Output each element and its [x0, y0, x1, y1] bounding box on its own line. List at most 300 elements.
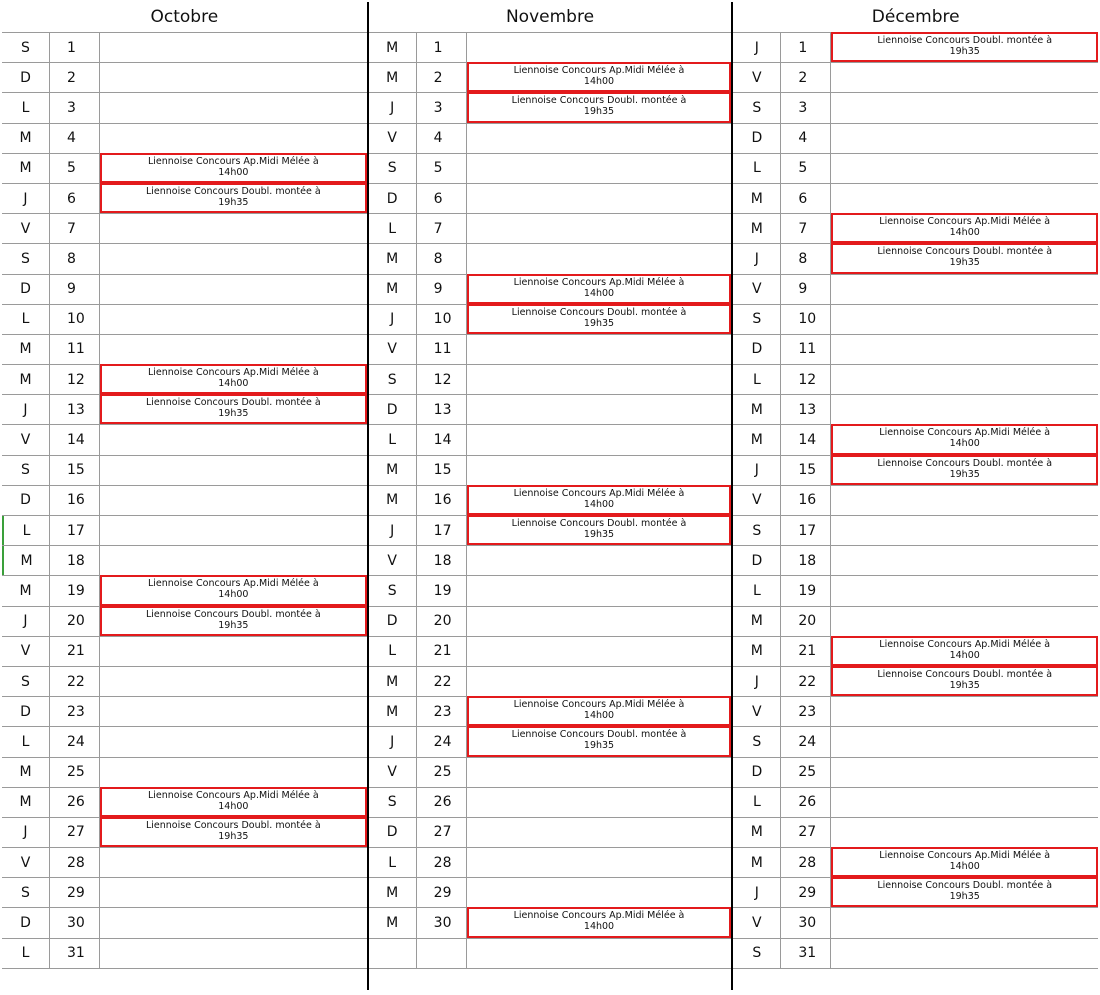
empty-event-cell[interactable]: [831, 727, 1098, 756]
event-cell[interactable]: [831, 666, 1098, 696]
date-cell[interactable]: 26: [50, 788, 100, 817]
date-cell[interactable]: 23: [50, 697, 100, 726]
weekday-cell[interactable]: S: [733, 305, 781, 334]
day-row: [733, 788, 1098, 818]
weekday-cell[interactable]: S: [733, 93, 781, 122]
day-row: [733, 758, 1098, 788]
date-cell[interactable]: 21: [50, 637, 100, 666]
empty-event-cell[interactable]: [831, 335, 1098, 364]
day-row: [2, 939, 367, 969]
date-cell[interactable]: 2: [50, 63, 100, 92]
empty-event-cell[interactable]: [831, 93, 1098, 122]
weekday-cell[interactable]: J: [2, 607, 50, 636]
weekday-cell[interactable]: D: [369, 607, 417, 636]
date-cell[interactable]: 1: [781, 33, 831, 62]
date-cell[interactable]: 9: [781, 275, 831, 304]
weekday-cell[interactable]: M: [733, 637, 781, 666]
date-cell[interactable]: 12: [781, 365, 831, 394]
date-cell[interactable]: 23: [417, 697, 467, 726]
empty-event-cell[interactable]: [100, 758, 367, 787]
empty-event-cell[interactable]: [100, 939, 367, 968]
event-cell[interactable]: [831, 213, 1098, 243]
event-cell[interactable]: [100, 364, 367, 394]
weekday-cell[interactable]: S: [2, 244, 50, 273]
date-cell[interactable]: 10: [781, 305, 831, 334]
date-cell[interactable]: 14: [417, 425, 467, 454]
date-cell[interactable]: 2: [417, 63, 467, 92]
date-cell[interactable]: 7: [50, 214, 100, 243]
date-cell[interactable]: 15: [781, 456, 831, 485]
weekday-cell[interactable]: M: [369, 456, 417, 485]
date-cell[interactable]: 16: [417, 486, 467, 515]
weekday-cell[interactable]: J: [2, 818, 50, 847]
empty-event-cell[interactable]: [831, 607, 1098, 636]
weekday-cell[interactable]: M: [369, 667, 417, 696]
date-cell[interactable]: 30: [50, 908, 100, 937]
empty-event-cell[interactable]: [467, 758, 732, 787]
weekday-cell[interactable]: S: [733, 939, 781, 968]
date-cell[interactable]: 4: [781, 124, 831, 153]
day-row: [733, 667, 1098, 697]
weekday-cell[interactable]: M: [2, 788, 50, 817]
month-column: [731, 2, 1098, 990]
weekday-cell[interactable]: L: [369, 637, 417, 666]
date-cell[interactable]: 17: [50, 516, 100, 545]
event-cell[interactable]: [831, 243, 1098, 273]
weekday-cell[interactable]: D: [733, 758, 781, 787]
date-cell[interactable]: 4: [50, 124, 100, 153]
empty-event-cell[interactable]: [467, 244, 732, 273]
empty-event-cell[interactable]: [831, 697, 1098, 726]
weekday-cell[interactable]: V: [369, 335, 417, 364]
empty-event-cell[interactable]: [831, 124, 1098, 153]
weekday-cell[interactable]: D: [733, 335, 781, 364]
weekday-cell[interactable]: J: [369, 727, 417, 756]
empty-event-cell[interactable]: [100, 516, 367, 545]
weekday-cell[interactable]: V: [733, 63, 781, 92]
empty-event-cell[interactable]: [100, 275, 367, 304]
date-cell[interactable]: 20: [781, 607, 831, 636]
weekday-cell[interactable]: J: [2, 395, 50, 424]
empty-event-cell[interactable]: [100, 546, 367, 575]
date-cell[interactable]: 25: [50, 758, 100, 787]
date-cell[interactable]: 16: [781, 486, 831, 515]
weekday-cell[interactable]: M: [733, 607, 781, 636]
weekday-cell[interactable]: S: [733, 516, 781, 545]
empty-event-cell[interactable]: [831, 788, 1098, 817]
weekday-cell[interactable]: V: [2, 214, 50, 243]
empty-event-cell[interactable]: [100, 63, 367, 92]
weekday-cell[interactable]: V: [369, 124, 417, 153]
empty-event-cell[interactable]: [831, 154, 1098, 183]
weekday-cell[interactable]: D: [369, 184, 417, 213]
day-row: [733, 214, 1098, 244]
weekday-cell[interactable]: D: [733, 124, 781, 153]
empty-event-cell[interactable]: [467, 848, 732, 877]
date-cell[interactable]: 21: [417, 637, 467, 666]
date-cell[interactable]: 3: [417, 93, 467, 122]
weekday-cell[interactable]: M: [2, 576, 50, 605]
empty-event-cell[interactable]: [100, 335, 367, 364]
weekday-cell[interactable]: D: [2, 275, 50, 304]
weekday-cell[interactable]: J: [369, 516, 417, 545]
date-cell[interactable]: 30: [781, 908, 831, 937]
date-cell[interactable]: 26: [417, 788, 467, 817]
weekday-cell[interactable]: D: [2, 63, 50, 92]
weekday-cell[interactable]: M: [733, 818, 781, 847]
empty-event-cell[interactable]: [831, 908, 1098, 937]
date-cell[interactable]: 24: [50, 727, 100, 756]
empty-event-cell[interactable]: [831, 758, 1098, 787]
empty-event-cell[interactable]: [467, 214, 732, 243]
event-cell[interactable]: [100, 575, 367, 605]
event-cell[interactable]: [100, 787, 367, 817]
empty-event-cell[interactable]: [100, 908, 367, 937]
weekday-cell[interactable]: L: [2, 516, 50, 545]
empty-event-cell[interactable]: [100, 848, 367, 877]
empty-event-cell[interactable]: [100, 305, 367, 334]
weekday-cell[interactable]: D: [2, 908, 50, 937]
weekday-cell[interactable]: M: [369, 697, 417, 726]
day-row: [369, 667, 732, 697]
event-cell[interactable]: [831, 847, 1098, 877]
empty-event-cell[interactable]: [467, 939, 732, 968]
event-cell[interactable]: [467, 304, 732, 334]
date-cell[interactable]: 7: [417, 214, 467, 243]
weekday-cell[interactable]: M: [733, 395, 781, 424]
weekday-cell[interactable]: L: [369, 425, 417, 454]
event-cell[interactable]: [100, 606, 367, 636]
date-cell[interactable]: 6: [50, 184, 100, 213]
date-cell[interactable]: 29: [417, 878, 467, 907]
event-cell[interactable]: [100, 183, 367, 213]
empty-event-cell[interactable]: [467, 365, 732, 394]
date-cell[interactable]: 14: [50, 425, 100, 454]
weekday-cell[interactable]: M: [2, 154, 50, 183]
date-cell[interactable]: 8: [417, 244, 467, 273]
event-cell[interactable]: [100, 394, 367, 424]
weekday-cell[interactable]: M: [369, 63, 417, 92]
empty-event-cell[interactable]: [100, 244, 367, 273]
weekday-cell[interactable]: J: [369, 93, 417, 122]
date-cell[interactable]: 9: [417, 275, 467, 304]
event-cell[interactable]: [467, 274, 732, 304]
weekday-cell[interactable]: V: [369, 546, 417, 575]
weekday-cell[interactable]: M: [2, 124, 50, 153]
date-cell[interactable]: 3: [50, 93, 100, 122]
weekday-cell[interactable]: M: [733, 425, 781, 454]
date-cell[interactable]: 30: [417, 908, 467, 937]
weekday-cell[interactable]: J: [733, 244, 781, 273]
event-cell[interactable]: [831, 424, 1098, 454]
date-cell[interactable]: 5: [781, 154, 831, 183]
empty-event-cell[interactable]: [100, 425, 367, 454]
date-cell[interactable]: 11: [50, 335, 100, 364]
weekday-cell[interactable]: S: [2, 33, 50, 62]
empty-event-cell[interactable]: [831, 63, 1098, 92]
empty-event-cell[interactable]: [467, 878, 732, 907]
event-cell[interactable]: [831, 32, 1098, 62]
empty-event-cell[interactable]: [100, 697, 367, 726]
date-cell[interactable]: 13: [50, 395, 100, 424]
event-label: Liennoise Concours Doubl. montée à 19h35: [877, 246, 1053, 269]
empty-event-cell[interactable]: [831, 395, 1098, 424]
weekday-cell[interactable]: S: [733, 727, 781, 756]
empty-event-cell[interactable]: [831, 576, 1098, 605]
date-cell[interactable]: 18: [417, 546, 467, 575]
weekday-cell[interactable]: L: [733, 154, 781, 183]
date-cell[interactable]: 28: [781, 848, 831, 877]
weekday-cell[interactable]: J: [733, 878, 781, 907]
date-cell[interactable]: 4: [417, 124, 467, 153]
empty-event-cell[interactable]: [100, 93, 367, 122]
date-cell[interactable]: 31: [781, 939, 831, 968]
date-cell[interactable]: 10: [50, 305, 100, 334]
date-cell[interactable]: 3: [781, 93, 831, 122]
date-cell[interactable]: 28: [50, 848, 100, 877]
weekday-cell[interactable]: S: [2, 667, 50, 696]
date-cell[interactable]: 25: [417, 758, 467, 787]
date-cell[interactable]: 6: [417, 184, 467, 213]
date-cell[interactable]: 22: [417, 667, 467, 696]
weekday-cell[interactable]: J: [733, 33, 781, 62]
weekday-cell[interactable]: S: [369, 788, 417, 817]
date-cell[interactable]: 24: [417, 727, 467, 756]
date-cell[interactable]: 5: [417, 154, 467, 183]
event-cell[interactable]: [467, 62, 732, 92]
date-cell[interactable]: 23: [781, 697, 831, 726]
date-cell[interactable]: 15: [50, 456, 100, 485]
empty-event-cell[interactable]: [100, 878, 367, 907]
weekday-cell[interactable]: L: [2, 93, 50, 122]
empty-event-cell[interactable]: [100, 667, 367, 696]
date-cell[interactable]: 27: [417, 818, 467, 847]
date-cell[interactable]: 21: [781, 637, 831, 666]
day-row: [733, 908, 1098, 938]
day-row: [2, 305, 367, 335]
weekday-cell[interactable]: D: [369, 395, 417, 424]
empty-event-cell[interactable]: [100, 124, 367, 153]
date-cell[interactable]: 15: [417, 456, 467, 485]
date-cell[interactable]: 7: [781, 214, 831, 243]
weekday-cell[interactable]: M: [733, 848, 781, 877]
event-cell[interactable]: [467, 485, 732, 515]
weekday-cell[interactable]: V: [733, 486, 781, 515]
weekday-cell[interactable]: D: [733, 546, 781, 575]
weekday-cell[interactable]: J: [733, 667, 781, 696]
event-cell[interactable]: [831, 877, 1098, 907]
weekday-cell[interactable]: V: [733, 275, 781, 304]
weekday-cell[interactable]: D: [2, 486, 50, 515]
weekday-cell[interactable]: S: [2, 456, 50, 485]
event-cell[interactable]: [100, 153, 367, 183]
event-cell[interactable]: [831, 455, 1098, 485]
empty-event-cell[interactable]: [467, 788, 732, 817]
day-row: [2, 184, 367, 214]
date-cell[interactable]: 13: [417, 395, 467, 424]
weekday-cell[interactable]: L: [2, 727, 50, 756]
empty-event-cell[interactable]: [467, 546, 732, 575]
weekday-cell[interactable]: L: [369, 214, 417, 243]
weekday-cell[interactable]: D: [2, 697, 50, 726]
empty-event-cell[interactable]: [100, 486, 367, 515]
empty-event-cell[interactable]: [467, 184, 732, 213]
date-cell[interactable]: 18: [781, 546, 831, 575]
date-cell[interactable]: 20: [50, 607, 100, 636]
weekday-cell[interactable]: [369, 939, 417, 968]
empty-event-cell[interactable]: [467, 576, 732, 605]
weekday-cell[interactable]: V: [2, 848, 50, 877]
date-cell[interactable]: 22: [50, 667, 100, 696]
date-cell[interactable]: 22: [781, 667, 831, 696]
empty-event-cell[interactable]: [467, 154, 732, 183]
weekday-cell[interactable]: L: [2, 305, 50, 334]
empty-event-cell[interactable]: [467, 818, 732, 847]
empty-event-cell[interactable]: [831, 275, 1098, 304]
date-cell[interactable]: 13: [781, 395, 831, 424]
empty-event-cell[interactable]: [831, 516, 1098, 545]
weekday-cell[interactable]: M: [2, 365, 50, 394]
date-cell[interactable]: 27: [50, 818, 100, 847]
empty-event-cell[interactable]: [100, 214, 367, 243]
date-cell[interactable]: 19: [50, 576, 100, 605]
day-row: [733, 939, 1098, 969]
empty-event-cell[interactable]: [467, 124, 732, 153]
empty-event-cell[interactable]: [100, 727, 367, 756]
weekday-cell[interactable]: V: [733, 908, 781, 937]
empty-event-cell[interactable]: [100, 637, 367, 666]
date-cell[interactable]: 19: [781, 576, 831, 605]
weekday-cell[interactable]: L: [369, 848, 417, 877]
day-row: [733, 456, 1098, 486]
date-cell[interactable]: 17: [417, 516, 467, 545]
weekday-cell[interactable]: V: [2, 637, 50, 666]
day-row: [733, 335, 1098, 365]
date-cell[interactable]: 5: [50, 154, 100, 183]
weekday-cell[interactable]: M: [733, 184, 781, 213]
date-cell[interactable]: 29: [50, 878, 100, 907]
weekday-cell[interactable]: M: [2, 335, 50, 364]
weekday-cell[interactable]: M: [369, 486, 417, 515]
date-cell[interactable]: 8: [781, 244, 831, 273]
date-cell[interactable]: 24: [781, 727, 831, 756]
day-row: [733, 33, 1098, 63]
event-cell[interactable]: [467, 515, 732, 545]
event-cell[interactable]: [467, 696, 732, 726]
weekday-cell[interactable]: V: [2, 425, 50, 454]
date-cell[interactable]: 11: [417, 335, 467, 364]
date-cell[interactable]: 26: [781, 788, 831, 817]
date-cell[interactable]: 12: [417, 365, 467, 394]
date-cell[interactable]: 8: [50, 244, 100, 273]
date-cell[interactable]: 29: [781, 878, 831, 907]
empty-event-cell[interactable]: [467, 395, 732, 424]
date-cell[interactable]: 10: [417, 305, 467, 334]
weekday-cell[interactable]: M: [369, 878, 417, 907]
day-row: [369, 697, 732, 727]
weekday-cell[interactable]: M: [2, 546, 50, 575]
day-row: [2, 33, 367, 63]
event-cell[interactable]: [467, 726, 732, 756]
empty-event-cell[interactable]: [100, 456, 367, 485]
weekday-cell[interactable]: S: [2, 878, 50, 907]
date-cell[interactable]: 31: [50, 939, 100, 968]
empty-event-cell[interactable]: [467, 667, 732, 696]
date-cell[interactable]: 11: [781, 335, 831, 364]
weekday-cell[interactable]: S: [369, 154, 417, 183]
weekday-cell[interactable]: V: [733, 697, 781, 726]
date-cell[interactable]: 1: [417, 33, 467, 62]
date-cell[interactable]: 16: [50, 486, 100, 515]
event-cell[interactable]: [831, 636, 1098, 666]
empty-event-cell[interactable]: [831, 365, 1098, 394]
empty-event-cell[interactable]: [831, 486, 1098, 515]
empty-event-cell[interactable]: [467, 33, 732, 62]
empty-event-cell[interactable]: [831, 546, 1098, 575]
date-cell[interactable]: 1: [50, 33, 100, 62]
date-cell[interactable]: 25: [781, 758, 831, 787]
date-cell[interactable]: 17: [781, 516, 831, 545]
empty-event-cell[interactable]: [467, 425, 732, 454]
empty-event-cell[interactable]: [831, 305, 1098, 334]
weekday-cell[interactable]: S: [369, 365, 417, 394]
date-cell[interactable]: 20: [417, 607, 467, 636]
weekday-cell[interactable]: L: [733, 788, 781, 817]
empty-event-cell[interactable]: [467, 637, 732, 666]
event-cell[interactable]: [467, 92, 732, 122]
weekday-cell[interactable]: L: [2, 939, 50, 968]
date-cell[interactable]: 27: [781, 818, 831, 847]
day-row: [369, 93, 732, 123]
date-cell[interactable]: 19: [417, 576, 467, 605]
weekday-cell[interactable]: M: [369, 33, 417, 62]
empty-event-cell[interactable]: [467, 607, 732, 636]
event-label: Liennoise Concours Ap.Midi Mélée à 14h00: [147, 155, 319, 178]
event-cell[interactable]: [467, 907, 732, 937]
weekday-cell[interactable]: M: [2, 758, 50, 787]
weekday-cell[interactable]: L: [733, 576, 781, 605]
weekday-cell[interactable]: M: [733, 214, 781, 243]
empty-event-cell[interactable]: [831, 818, 1098, 847]
weekday-cell[interactable]: D: [369, 818, 417, 847]
weekday-cell[interactable]: S: [369, 576, 417, 605]
weekday-cell[interactable]: J: [733, 456, 781, 485]
date-cell[interactable]: 6: [781, 184, 831, 213]
weekday-cell[interactable]: J: [2, 184, 50, 213]
empty-event-cell[interactable]: [831, 184, 1098, 213]
weekday-cell[interactable]: M: [369, 908, 417, 937]
empty-event-cell[interactable]: [831, 939, 1098, 968]
date-cell[interactable]: 12: [50, 365, 100, 394]
weekday-cell[interactable]: J: [369, 305, 417, 334]
date-cell[interactable]: 9: [50, 275, 100, 304]
date-cell[interactable]: [417, 939, 467, 968]
empty-event-cell[interactable]: [100, 33, 367, 62]
weekday-cell[interactable]: V: [369, 758, 417, 787]
empty-event-cell[interactable]: [467, 335, 732, 364]
weekday-cell[interactable]: M: [369, 244, 417, 273]
date-cell[interactable]: 18: [50, 546, 100, 575]
weekday-cell[interactable]: L: [733, 365, 781, 394]
weekday-cell[interactable]: M: [369, 275, 417, 304]
day-row: [369, 425, 732, 455]
event-cell[interactable]: [100, 817, 367, 847]
month-title: Octobre: [2, 2, 367, 33]
date-cell[interactable]: 14: [781, 425, 831, 454]
date-cell[interactable]: 28: [417, 848, 467, 877]
date-cell[interactable]: 2: [781, 63, 831, 92]
empty-event-cell[interactable]: [467, 456, 732, 485]
